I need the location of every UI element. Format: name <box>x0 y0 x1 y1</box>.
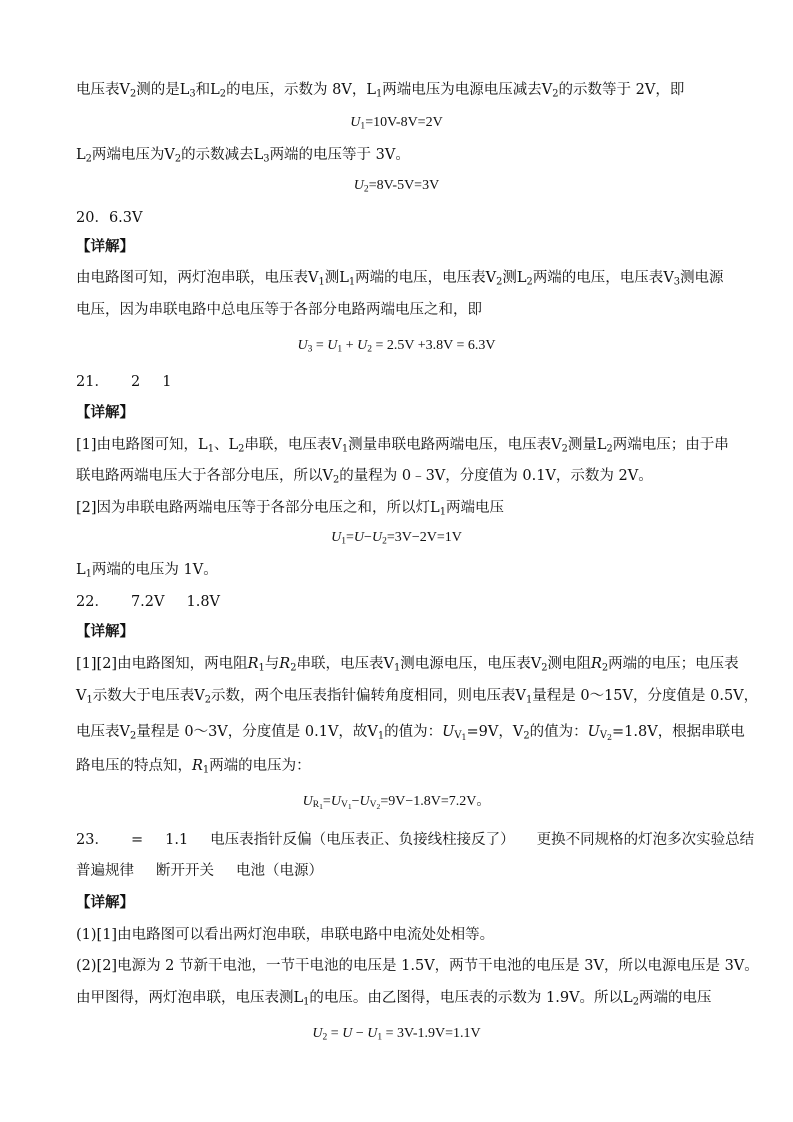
q21-line-1: [1]由电路图可知，$L_1$、$L_2$串联，电压表$V_1$测量串联电路两端电压，电压表$V_2$测量$L_2$两端电压；由于串 <box>76 437 729 455</box>
p19-line-1: 电压表$V_2$测的是$L_3$和$L_2$的电压，示数为 8V，$L_1$两端电压为电源电压减去$V_2$的示数等于 2V，即 <box>76 82 685 100</box>
q22-line-3: 电压表$V_2$量程是 0～3V，分度值是 0.1V，故$V_1$的值为：$U_{V_1}=9V$，$V_2$的值为：$U_{V_2}=1.8V$，根据串联电 <box>76 724 745 743</box>
q22-line-2: $V_1$示数大于电压表$V_2$示数，两个电压表指针偏转角度相同，则电压表$V_1$量程是 0～15V，分度值是 0.5V， <box>76 688 759 706</box>
q20-detail-label: 【详解】 <box>76 238 134 255</box>
q23-detail-label: 【详解】 <box>76 894 134 911</box>
q21-detail-label: 【详解】 <box>76 404 134 421</box>
q23-line-1: (1)[1]由电路图可以看出两灯泡串联，串联电路中电流处处相等。 <box>76 927 495 943</box>
q22-line-1: [1][2]由电路图知，两电阻$R_1$与$R_2$串联，电压表$V_1$测电源电压，电压表$V_2$测电阻$R_2$两端的电压；电压表 <box>76 656 739 674</box>
q23-line-2: (2)[2]电源为 2 节新干电池，一节干电池的电压是 1.5V，两节干电池的电压是 3V，所以电源电压是 3V。 <box>76 958 759 974</box>
q21-heading: 21． 2 1 <box>76 374 172 390</box>
q20-line-2: 电压，因为串联电路中总电压等于各部分电路两端电压之和，即 <box>76 302 482 318</box>
q23-equation: $U_2 = U - U_1 = 3V-1.9V=1.1V$ <box>312 1026 481 1043</box>
q20-line-1: 由电路图可知，两灯泡串联，电压表$V_1$测$L_1$两端的电压，电压表$V_2$测$L_2$两端的电压，电压表$V_3$测电源 <box>76 270 724 288</box>
q23-line-3: 由甲图得，两灯泡串联，电压表测$L_1$的电压。由乙图得，电压表的示数为 1.9V。所以$L_2$两端的电压 <box>76 990 712 1008</box>
q23-heading: 23． = 1.1 电压表指针反偏（电压表正、负接线柱接反了） 更换不同规格的灯泡多次实验总结 <box>76 832 755 848</box>
q22-heading: 22． 7.2V 1.8V <box>76 594 221 610</box>
q22-detail-label: 【详解】 <box>76 623 134 640</box>
p19-line-2: $L_2$两端电压为$V_2$的示数减去$L_3$两端的电压等于 3V。 <box>76 147 410 165</box>
q20-heading: 20．6.3V <box>76 210 143 226</box>
q22-line-4: 路电压的特点知，$R_1$两端的电压为： <box>76 758 311 776</box>
p19-equation-u2: $U_2=8V-5V=3V$ <box>353 178 440 195</box>
q21-equation: $U_1=U-U_2=3V-2V=1V$ <box>331 530 462 547</box>
p19-equation-u1: $U_1=10V-8V=2V$ <box>350 115 443 132</box>
q21-line-2: 联电路两端电压大于各部分电压，所以$V_2$的量程为 0﹣3V，分度值为 0.1V，示数为 2V。 <box>76 468 653 486</box>
q20-equation: $U_3 = U_1 + U_2 = 2.5V +3.8V = 6.3V$ <box>297 338 496 355</box>
q23-heading-cont: 普遍规律 断开开关 电池（电源） <box>76 863 323 879</box>
q21-line-4: $L_1$两端的电压为 1V。 <box>76 562 218 580</box>
q21-line-3: [2]因为串联电路两端电压等于各部分电压之和，所以灯$L_1$两端电压 <box>76 500 504 518</box>
q22-equation: $U_{R_1}=U_{V_1}-U_{V_2}=9V-1.8V=7.2V$。 <box>302 794 491 812</box>
